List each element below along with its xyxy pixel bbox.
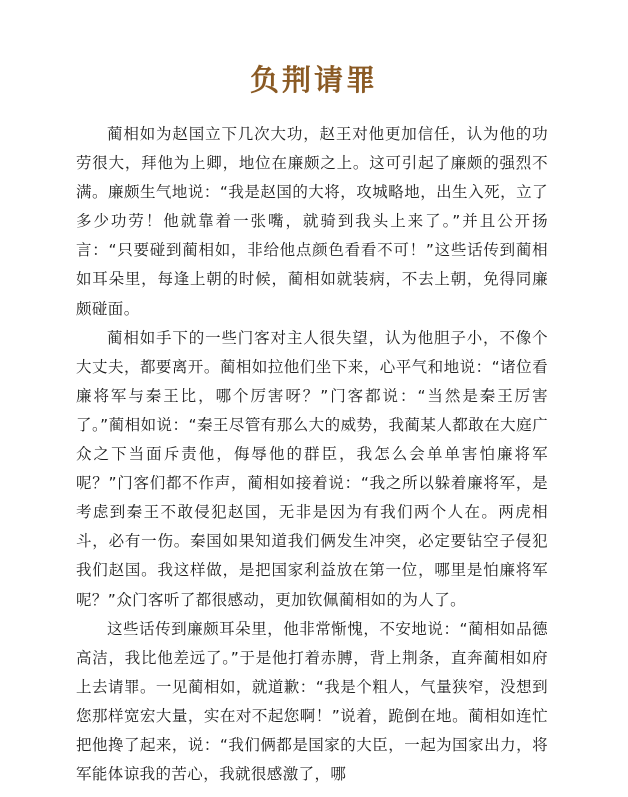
paragraph-1: 蔺相如为赵国立下几次大功，赵王对他更加信任，认为他的功劳很大，拜他为上卿，地位在廉颇之上。这可引起了廉颇的强烈不满。廉颇生气地说：“我是赵国的大将，攻城略地，出生入死，立了多少功劳！他就靠着一张嘴，就骑到我头上来了。”并且公开扬言：“只要碰到蔺相如，非给他点颜色看看不可！”这些话传到蔺相如耳朵里，每逢上朝的时候，蔺相如就装病，不去上朝，免得同廉颇碰面。 [76, 125, 548, 318]
document-body [76, 120, 548, 789]
document-title: 负荆请罪 [249, 63, 378, 97]
paragraph-3: 这些话传到廉颇耳朵里，他非常惭愧，不安地说：“蔺相如品德高洁，我比他差远了。”于是他打着赤膊，背上荆条，直奔蔺相如府上去请罪。一见蔺相如，就道歉：“我是个粗人，气量狭窄，没想到您那样宽宏大量，实在对不起您啊！”说着，跪倒在地。蔺相如连忙把他搀了起来，说：“我们俩都是国家的大臣，一起为国家出力，将军能体谅我的苦心，我就很感激了，哪 [76, 619, 548, 784]
paragraph-2: 蔺相如手下的一些门客对主人很失望，认为他胆子小，不像个大丈夫，都要离开。蔺相如拉他们坐下来，心平气和地说：“诸位看廉将军与秦王比，哪个厉害呀？”门客都说：“当然是秦王厉害了。”蔺相如说：“秦王尽管有那么大的威势，我蔺某人都敢在大庭广众之下当面斥责他，侮辱他的群臣，我怎么会单单害怕廉将军呢？”门客们都不作声，蔺相如接着说：“我之所以躲着廉将军，是考虑到秦王不敢侵犯赵国，无非是因为有我们两个人在。两虎相斗，必有一伤。秦国如果知道我们俩发生冲突，必定要钻空子侵犯我们赵国。我这样做，是把国家利益放在第一位，哪里是怕廉将军呢？”众门客听了都很感动，更加钦佩蔺相如的为人了。 [76, 328, 548, 609]
